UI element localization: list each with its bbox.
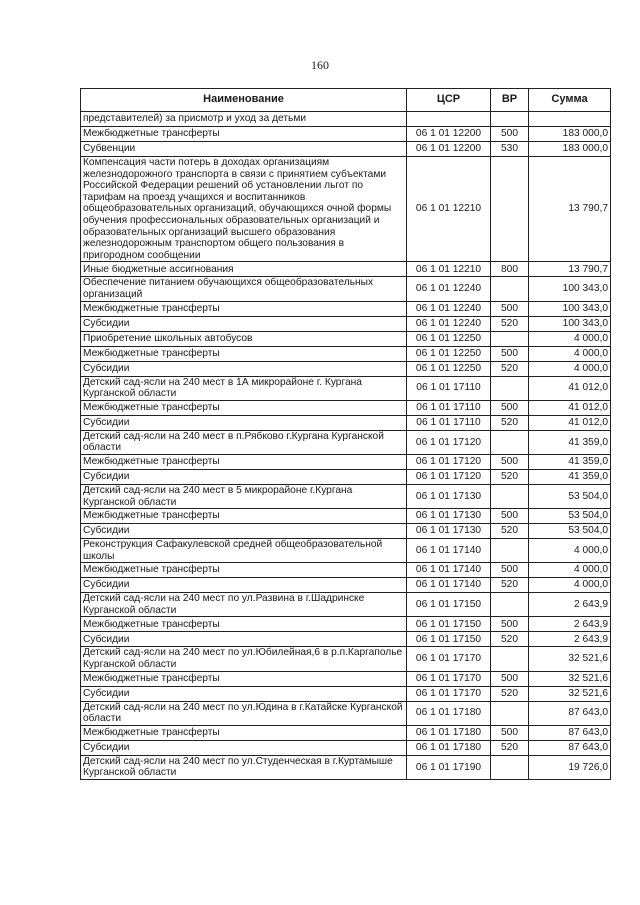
- table-row: [81, 563, 611, 578]
- cell-csr: 06 1 01 12200: [407, 127, 491, 142]
- cell-csr: 06 1 01 17170: [407, 686, 491, 701]
- cell-name: Субсидии: [81, 632, 407, 647]
- cell-sum: 53 504,0: [529, 524, 611, 539]
- table-row: [81, 262, 611, 277]
- cell-vr: [491, 647, 529, 671]
- table-row: [81, 671, 611, 686]
- cell-vr: [491, 593, 529, 617]
- cell-sum: 87 643,0: [529, 740, 611, 755]
- cell-vr: 520: [491, 686, 529, 701]
- cell-sum: [529, 112, 611, 127]
- cell-vr: [491, 157, 529, 262]
- cell-name: Межбюджетные трансферты: [81, 725, 407, 740]
- cell-csr: 06 1 01 17150: [407, 632, 491, 647]
- table-row: [81, 157, 611, 262]
- table-row: [81, 509, 611, 524]
- cell-name: Детский сад-ясли на 240 мест в 5 микрорайоне г.Кургана Курганской области: [81, 484, 407, 508]
- cell-csr: 06 1 01 17120: [407, 430, 491, 454]
- cell-csr: 06 1 01 17110: [407, 415, 491, 430]
- cell-name: Межбюджетные трансферты: [81, 671, 407, 686]
- cell-vr: [491, 701, 529, 725]
- cell-vr: 500: [491, 346, 529, 361]
- table-row: [81, 469, 611, 484]
- cell-sum: 41 359,0: [529, 430, 611, 454]
- cell-name: Субвенции: [81, 142, 407, 157]
- table-row: [81, 277, 611, 301]
- cell-sum: 19 726,0: [529, 755, 611, 779]
- cell-sum: 53 504,0: [529, 484, 611, 508]
- cell-csr: 06 1 01 17120: [407, 469, 491, 484]
- cell-csr: 06 1 01 12240: [407, 301, 491, 316]
- cell-vr: 520: [491, 524, 529, 539]
- cell-sum: 41 359,0: [529, 454, 611, 469]
- cell-csr: 06 1 01 17140: [407, 539, 491, 563]
- table-row: [81, 740, 611, 755]
- cell-csr: 06 1 01 17140: [407, 578, 491, 593]
- header-name: Наименование: [81, 89, 407, 112]
- table-row: [81, 346, 611, 361]
- table-row: [81, 301, 611, 316]
- cell-csr: 06 1 01 17130: [407, 509, 491, 524]
- cell-sum: 100 343,0: [529, 301, 611, 316]
- cell-csr: 06 1 01 12250: [407, 331, 491, 346]
- cell-vr: [491, 755, 529, 779]
- cell-csr: 06 1 01 12240: [407, 316, 491, 331]
- cell-csr: 06 1 01 17180: [407, 725, 491, 740]
- table-row: [81, 632, 611, 647]
- cell-name: Межбюджетные трансферты: [81, 400, 407, 415]
- cell-vr: 520: [491, 316, 529, 331]
- table-row: [81, 593, 611, 617]
- cell-name: Межбюджетные трансферты: [81, 127, 407, 142]
- cell-sum: 100 343,0: [529, 316, 611, 331]
- table-row: [81, 686, 611, 701]
- table-row: [81, 415, 611, 430]
- cell-vr: 800: [491, 262, 529, 277]
- cell-vr: 520: [491, 415, 529, 430]
- cell-vr: [491, 430, 529, 454]
- table-row: [81, 112, 611, 127]
- cell-name: Субсидии: [81, 469, 407, 484]
- cell-vr: [491, 539, 529, 563]
- cell-name: Межбюджетные трансферты: [81, 617, 407, 632]
- cell-name: Межбюджетные трансферты: [81, 346, 407, 361]
- cell-csr: 06 1 01 17150: [407, 593, 491, 617]
- cell-csr: 06 1 01 12250: [407, 346, 491, 361]
- cell-name: Детский сад-ясли на 240 мест по ул.Юдина в г.Катайске Курганской области: [81, 701, 407, 725]
- cell-name: Детский сад-ясли на 240 мест по ул.Юбилейная,6 в р.п.Каргаполье Курганской области: [81, 647, 407, 671]
- cell-sum: 13 790,7: [529, 157, 611, 262]
- cell-sum: 4 000,0: [529, 539, 611, 563]
- cell-vr: 500: [491, 301, 529, 316]
- cell-name: Межбюджетные трансферты: [81, 509, 407, 524]
- cell-sum: 4 000,0: [529, 563, 611, 578]
- cell-vr: [491, 376, 529, 400]
- cell-csr: 06 1 01 17110: [407, 400, 491, 415]
- cell-sum: 183 000,0: [529, 142, 611, 157]
- cell-vr: 500: [491, 454, 529, 469]
- cell-vr: 520: [491, 469, 529, 484]
- header-csr: ЦСР: [407, 89, 491, 112]
- budget-table: [80, 88, 611, 780]
- cell-name: Детский сад-ясли на 240 мест по ул.Развина в г.Шадринске Курганской области: [81, 593, 407, 617]
- cell-name: Субсидии: [81, 524, 407, 539]
- table-row: [81, 755, 611, 779]
- cell-name: Иные бюджетные ассигнования: [81, 262, 407, 277]
- cell-name: Межбюджетные трансферты: [81, 301, 407, 316]
- cell-name: Детский сад-ясли на 240 мест по ул.Студенческая в г.Куртамыше Курганской области: [81, 755, 407, 779]
- cell-vr: 520: [491, 740, 529, 755]
- table-row: [81, 142, 611, 157]
- cell-vr: 500: [491, 400, 529, 415]
- cell-csr: 06 1 01 17140: [407, 563, 491, 578]
- table-row: [81, 316, 611, 331]
- cell-sum: 4 000,0: [529, 578, 611, 593]
- cell-csr: 06 1 01 17170: [407, 647, 491, 671]
- cell-sum: 13 790,7: [529, 262, 611, 277]
- cell-vr: 500: [491, 671, 529, 686]
- page-number: 160: [311, 58, 329, 72]
- cell-name: Обеспечение питанием обучающихся общеобразовательных организаций: [81, 277, 407, 301]
- cell-name: Реконструкция Сафакулевской средней общеобразовательной школы: [81, 539, 407, 563]
- cell-sum: 41 012,0: [529, 376, 611, 400]
- cell-name: Приобретение школьных автобусов: [81, 331, 407, 346]
- cell-vr: [491, 331, 529, 346]
- cell-csr: 06 1 01 12210: [407, 157, 491, 262]
- cell-vr: 520: [491, 361, 529, 376]
- cell-name: Субсидии: [81, 316, 407, 331]
- cell-sum: 32 521,6: [529, 671, 611, 686]
- cell-name: представителей) за присмотр и уход за детьми: [81, 112, 407, 127]
- cell-sum: 4 000,0: [529, 361, 611, 376]
- table-row: [81, 539, 611, 563]
- cell-vr: [491, 484, 529, 508]
- cell-sum: 2 643,9: [529, 617, 611, 632]
- cell-name: Субсидии: [81, 415, 407, 430]
- table-row: [81, 578, 611, 593]
- cell-sum: 41 012,0: [529, 415, 611, 430]
- cell-sum: 53 504,0: [529, 509, 611, 524]
- cell-sum: 41 012,0: [529, 400, 611, 415]
- cell-vr: 520: [491, 578, 529, 593]
- cell-sum: 87 643,0: [529, 725, 611, 740]
- cell-name: Субсидии: [81, 361, 407, 376]
- table-row: [81, 400, 611, 415]
- table-row: [81, 331, 611, 346]
- header-sum: Сумма: [529, 89, 611, 112]
- cell-vr: 500: [491, 509, 529, 524]
- table-row: [81, 701, 611, 725]
- cell-csr: 06 1 01 17190: [407, 755, 491, 779]
- cell-vr: 500: [491, 563, 529, 578]
- cell-csr: [407, 112, 491, 127]
- cell-sum: 183 000,0: [529, 127, 611, 142]
- cell-csr: 06 1 01 17150: [407, 617, 491, 632]
- cell-vr: 520: [491, 632, 529, 647]
- table-row: [81, 430, 611, 454]
- cell-csr: 06 1 01 17130: [407, 484, 491, 508]
- table-row: [81, 725, 611, 740]
- cell-csr: 06 1 01 17180: [407, 740, 491, 755]
- table-row: [81, 617, 611, 632]
- cell-vr: [491, 112, 529, 127]
- cell-csr: 06 1 01 12200: [407, 142, 491, 157]
- table-row: [81, 454, 611, 469]
- cell-name: Субсидии: [81, 740, 407, 755]
- table-row: [81, 524, 611, 539]
- cell-name: Компенсация части потерь в доходах организациям железнодорожного транспорта в связи с принятием субъектами Российской Федерации решений об установлении льгот по тарифам на проезд учащихся и воспитанников общеобразовательных организаций, обучающихся очной формы обучения профессиональных образовательных организаций и образовательных организаций высшего образования железнодорожным транспортом общего пользования в пригородном сообщении: [81, 157, 407, 262]
- cell-name: Межбюджетные трансферты: [81, 454, 407, 469]
- cell-csr: 06 1 01 12240: [407, 277, 491, 301]
- table-row: [81, 647, 611, 671]
- header-vr: ВР: [491, 89, 529, 112]
- cell-name: Детский сад-ясли на 240 мест в п.Рябково г.Кургана Курганской области: [81, 430, 407, 454]
- cell-sum: 100 343,0: [529, 277, 611, 301]
- cell-csr: 06 1 01 12250: [407, 361, 491, 376]
- cell-vr: 500: [491, 127, 529, 142]
- cell-sum: 32 521,6: [529, 647, 611, 671]
- cell-name: Детский сад-ясли на 240 мест в 1А микрорайоне г. Кургана Курганской области: [81, 376, 407, 400]
- cell-vr: 500: [491, 617, 529, 632]
- cell-name: Субсидии: [81, 578, 407, 593]
- table-header-row: [81, 89, 611, 112]
- table-row: [81, 127, 611, 142]
- cell-sum: 2 643,9: [529, 593, 611, 617]
- cell-csr: 06 1 01 17110: [407, 376, 491, 400]
- cell-sum: 4 000,0: [529, 346, 611, 361]
- cell-name: Межбюджетные трансферты: [81, 563, 407, 578]
- cell-csr: 06 1 01 17180: [407, 701, 491, 725]
- cell-sum: 2 643,9: [529, 632, 611, 647]
- cell-sum: 32 521,6: [529, 686, 611, 701]
- cell-csr: 06 1 01 12210: [407, 262, 491, 277]
- table-body: [81, 112, 611, 780]
- table-row: [81, 484, 611, 508]
- cell-vr: 500: [491, 725, 529, 740]
- cell-vr: 530: [491, 142, 529, 157]
- table-row: [81, 376, 611, 400]
- cell-sum: 4 000,0: [529, 331, 611, 346]
- cell-sum: 41 359,0: [529, 469, 611, 484]
- cell-csr: 06 1 01 17120: [407, 454, 491, 469]
- table-row: [81, 361, 611, 376]
- cell-name: Субсидии: [81, 686, 407, 701]
- cell-vr: [491, 277, 529, 301]
- cell-csr: 06 1 01 17130: [407, 524, 491, 539]
- cell-csr: 06 1 01 17170: [407, 671, 491, 686]
- cell-sum: 87 643,0: [529, 701, 611, 725]
